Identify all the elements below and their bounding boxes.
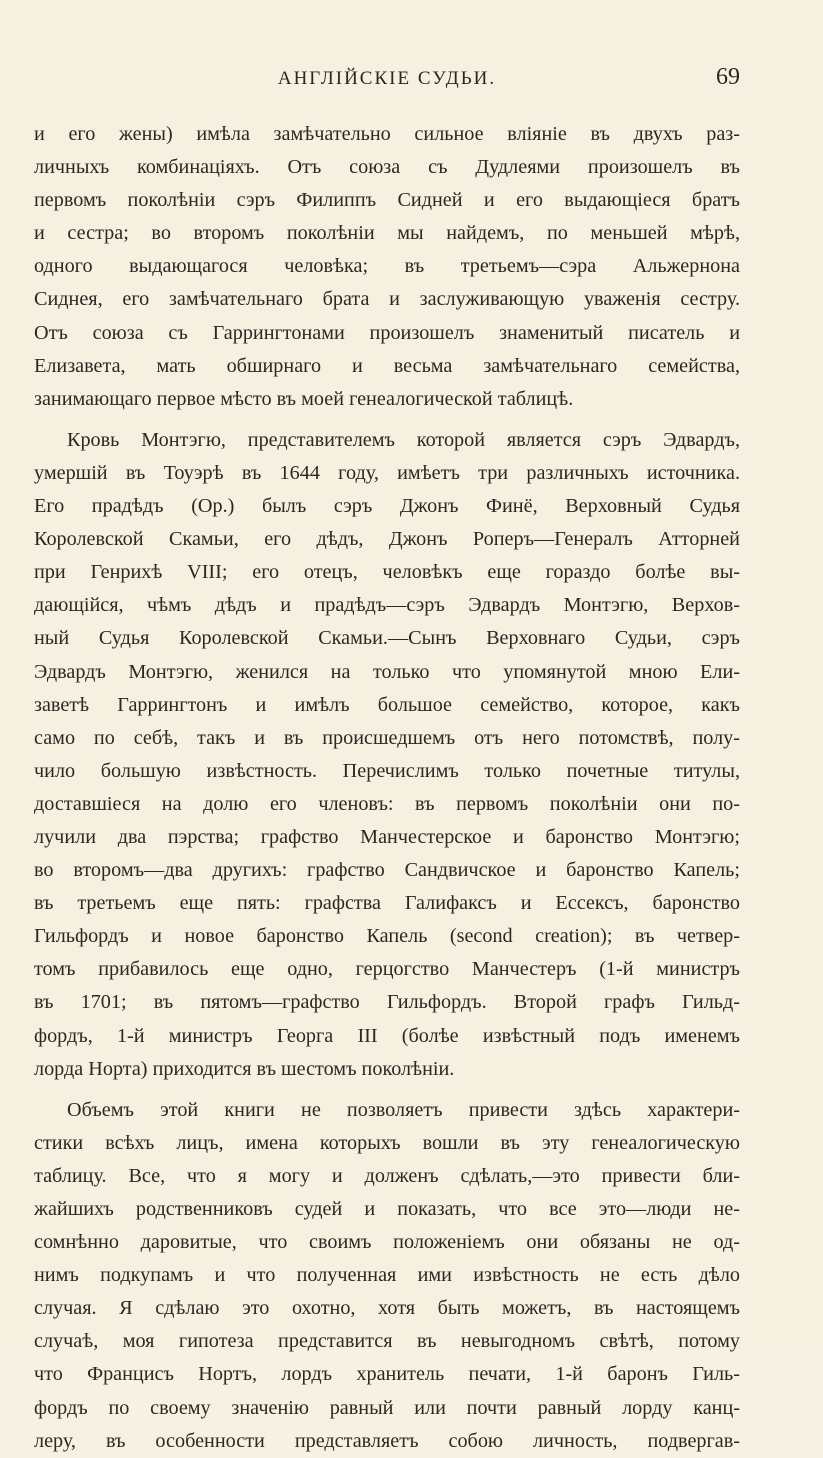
text-line: Королевской Скамьи, его дѣдъ, Джонъ Роперъ—Генералъ Атторней — [34, 528, 740, 551]
text-line: таблицу. Все, что я могу и долженъ сдѣлать,—это привести бли- — [34, 1164, 740, 1187]
text-line: что Францисъ Нортъ, лордъ хранитель печати, 1-й баронъ Гиль- — [34, 1363, 740, 1386]
paragraph-spacer — [34, 416, 740, 424]
text-line: лучили два пэрства; графство Манчестерское и баронство Монтэгю; — [34, 825, 740, 848]
text-line: доставшіеся на долю его членовъ: въ первомъ поколѣніи они по- — [34, 792, 740, 815]
text-line: занимающаго первое мѣсто въ моей генеалогической таблицѣ. — [34, 387, 574, 410]
text-line: во второмъ—два другихъ: графство Сандвичское и баронство Капель; — [34, 859, 740, 882]
text-line: и его жены) имѣла замѣчательно сильное вліяніе въ двухъ раз- — [34, 123, 740, 145]
text-line: стики всѣхъ лицъ, имена которыхъ вошли въ эту генеалогическую — [34, 1131, 740, 1154]
page-number: 69 — [716, 64, 740, 90]
text-line: Елизавета, мать обширнаго и весьма замѣчательнаго семейства, — [34, 354, 740, 377]
text-line: одного выдающагося человѣка; въ третьемъ—сэра Альжернона — [34, 255, 740, 278]
text-line: чило большую извѣстность. Перечислимъ только почетные титулы, — [34, 759, 740, 782]
text-line: леру, въ особенности представляетъ собою личность, подвергав- — [34, 1429, 740, 1452]
text-line: Объемъ этой книги не позволяетъ привести здѣсь характери- — [67, 1098, 740, 1121]
text-line: въ 1701; въ пятомъ—графство Гильфордъ. Второй графъ Гильд- — [34, 991, 740, 1014]
text-line: случая. Я сдѣлаю это охотно, хотя быть можетъ, въ настоящемъ — [34, 1297, 740, 1320]
paragraph-3 — [34, 1094, 740, 1458]
body-text — [34, 118, 740, 1458]
text-line: дающійся, чѣмъ дѣдъ и прадѣдъ—сэръ Эдвардъ Монтэгю, Верхов- — [34, 594, 740, 617]
text-line: фордъ, 1-й министръ Георга III (болѣе извѣстный подъ именемъ — [34, 1024, 740, 1047]
text-line: само по себѣ, такъ и въ происшедшемъ отъ него потомствѣ, полу- — [34, 726, 740, 749]
text-line: Эдвардъ Монтэгю, женился на только что упомянутой мною Ели- — [34, 660, 740, 683]
text-line: и сестра; во второмъ поколѣніи мы найдемъ, по меньшей мѣрѣ, — [34, 222, 740, 245]
text-line: личныхъ комбинаціяхъ. Отъ союза съ Дудлеями произошелъ въ — [34, 156, 740, 179]
text-line: первомъ поколѣніи сэръ Филиппъ Сидней и его выдающіеся братъ — [34, 189, 740, 212]
text-line: заветѣ Гаррингтонъ и имѣлъ большое семейство, которое, какъ — [34, 693, 740, 716]
text-line: ный Судья Королевской Скамьи.—Сынъ Верховнаго Судьи, сэръ — [34, 627, 740, 650]
paragraph-2 — [34, 424, 740, 1086]
text-line: томъ прибавилось еще одно, герцогство Манчестеръ (1-й министръ — [34, 958, 740, 981]
text-line: умершій въ Тоуэрѣ въ 1644 году, имѣетъ три различныхъ источника. — [34, 461, 740, 484]
text-line: Его прадѣдъ (Ор.) былъ сэръ Джонъ Финё, Верховный Судья — [34, 495, 740, 518]
text-line: сомнѣнно даровитые, что своимъ положеніемъ они обязаны не од- — [34, 1231, 740, 1254]
text-line: при Генрихѣ VIII; его отецъ, человѣкъ еще гораздо болѣе вы- — [34, 561, 740, 584]
text-line: фордъ по своему значенію равный или почти равный лорду канц- — [34, 1396, 740, 1419]
page-header — [34, 62, 740, 102]
text-line: Отъ союза съ Гаррингтонами произошелъ знаменитый писатель и — [34, 321, 740, 344]
paragraph-1 — [34, 118, 740, 416]
text-line: случаѣ, моя гипотеза представится въ невыгодномъ свѣтѣ, потому — [34, 1330, 740, 1353]
text-line: Гильфордъ и новое баронство Капель (second creation); въ четвер- — [34, 925, 740, 948]
running-title: АНГЛІЙСКІЕ СУДЬИ. — [277, 68, 497, 89]
text-line: Сиднея, его замѣчательнаго брата и заслуживающую уваженія сестру. — [34, 288, 740, 311]
paragraph-spacer — [34, 1086, 740, 1094]
text-line: жайшихъ родственниковъ судей и показать, что все это—люди не- — [34, 1198, 740, 1220]
text-line: нимъ подкупамъ и что полученная ими извѣстность не есть дѣло — [34, 1264, 740, 1287]
text-line: въ третьемъ еще пять: графства Галифаксъ и Ессексъ, баронство — [34, 892, 740, 915]
text-line: Кровь Монтэгю, представителемъ которой является сэръ Эдвардъ, — [67, 428, 740, 451]
text-line: лорда Норта) приходится въ шестомъ поколѣніи. — [34, 1057, 455, 1080]
